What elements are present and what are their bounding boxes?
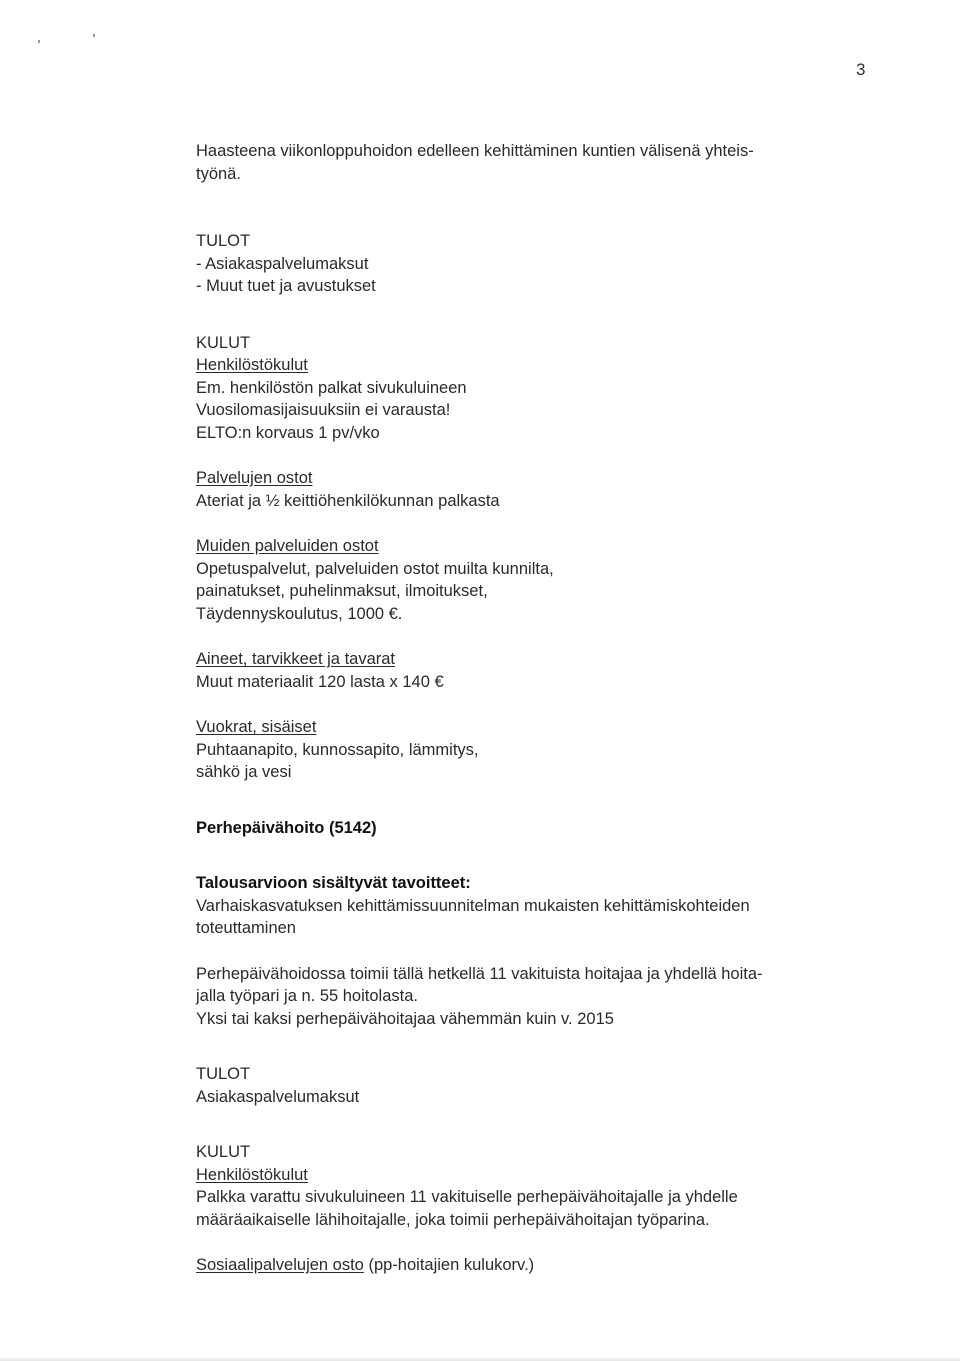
henkilostokulut-heading: Henkilöstökulut <box>196 356 308 374</box>
list-item: - Muut tuet ja avustukset <box>196 277 376 295</box>
text-line: painatukset, puhelinmaksut, ilmoitukset, <box>196 582 488 600</box>
palvelujen-ostot-heading: Palvelujen ostot <box>196 469 313 487</box>
vuokrat-section <box>196 716 876 784</box>
text-line: Haasteena viikonloppuhoidon edelleen kehittäminen kuntien välisenä yhteis- <box>196 142 754 160</box>
text-line: sähkö ja vesi <box>196 763 292 781</box>
kulut-section-2 <box>196 1141 876 1231</box>
list-item: Asiakaspalvelumaksut <box>196 1087 360 1106</box>
kulut-heading: KULUT <box>196 333 251 352</box>
list-item: - Asiakaspalvelumaksut <box>196 254 369 273</box>
text-line: Yksi tai kaksi perhepäivähoitajaa vähemmän kuin v. 2015 <box>196 1009 614 1028</box>
text-line: työnä. <box>196 164 241 183</box>
page-number: 3 <box>856 60 866 79</box>
sosiaalipalvelujen-osto-heading: Sosiaalipalvelujen osto <box>196 1256 364 1274</box>
document-body <box>196 140 876 1277</box>
text-line: Täydennyskoulutus, 1000 €. <box>196 604 403 623</box>
goals-section <box>196 872 876 940</box>
text-line: Perhepäivähoidossa toimii tällä hetkellä 11 vakituista hoitajaa ja yhdellä hoita- <box>196 964 763 983</box>
text-line: Puhtaanapito, kunnossapito, lämmitys, <box>196 740 479 759</box>
text-line: Vuosilomasijaisuuksiin ei varausta! <box>196 401 451 419</box>
text-line: Varhaiskasvatuksen kehittämissuunnitelman mukaisten kehittämiskohteiden <box>196 896 750 915</box>
text-line: ELTO:n korvaus 1 pv/vko <box>196 423 380 442</box>
scan-edge-shadow <box>0 1357 960 1361</box>
scan-speck <box>93 34 95 37</box>
muiden-palveluiden-ostot-section <box>196 535 876 625</box>
perhepaivahoito-title: Perhepäivähoito (5142) <box>196 818 377 837</box>
sosiaalipalvelujen-osto-line <box>196 1254 876 1277</box>
vuokrat-heading: Vuokrat, sisäiset <box>196 718 317 736</box>
text-line: toteuttaminen <box>196 919 296 937</box>
tulot-section <box>196 230 876 298</box>
muiden-palveluiden-ostot-heading: Muiden palveluiden ostot <box>196 537 379 555</box>
text-line: määräaikaiselle lähihoitajalle, joka toimii perhepäivähoitajan työparina. <box>196 1210 710 1229</box>
text-line: Muut materiaalit 120 lasta x 140 € <box>196 672 444 691</box>
aineet-heading: Aineet, tarvikkeet ja tavarat <box>196 650 396 668</box>
hoitajat-paragraph <box>196 963 876 1031</box>
kulut-heading: KULUT <box>196 1143 251 1161</box>
goals-heading: Talousarvioon sisältyvät tavoitteet: <box>196 874 471 892</box>
scan-speck <box>38 40 40 43</box>
tulot-heading: TULOT <box>196 1065 251 1083</box>
palvelujen-ostot-section <box>196 467 876 512</box>
text-line: Opetuspalvelut, palveluiden ostot muilta kunnilta, <box>196 559 554 578</box>
henkilostokulut-heading: Henkilöstökulut <box>196 1165 308 1184</box>
tulot-section-2 <box>196 1063 876 1108</box>
tulot-heading: TULOT <box>196 232 251 250</box>
aineet-section <box>196 648 876 693</box>
text-line: Em. henkilöstön palkat sivukuluineen <box>196 378 467 397</box>
sosiaalipalvelujen-osto-note: (pp-hoitajien kulukorv.) <box>363 1256 535 1274</box>
kulut-section <box>196 332 876 445</box>
intro-paragraph <box>196 140 876 185</box>
text-line: jalla työpari ja n. 55 hoitolasta. <box>196 987 418 1005</box>
text-line: Ateriat ja ½ keittiöhenkilökunnan palkasta <box>196 491 500 510</box>
text-line: Palkka varattu sivukuluineen 11 vakituiselle perhepäivähoitajalle ja yhdelle <box>196 1188 738 1206</box>
